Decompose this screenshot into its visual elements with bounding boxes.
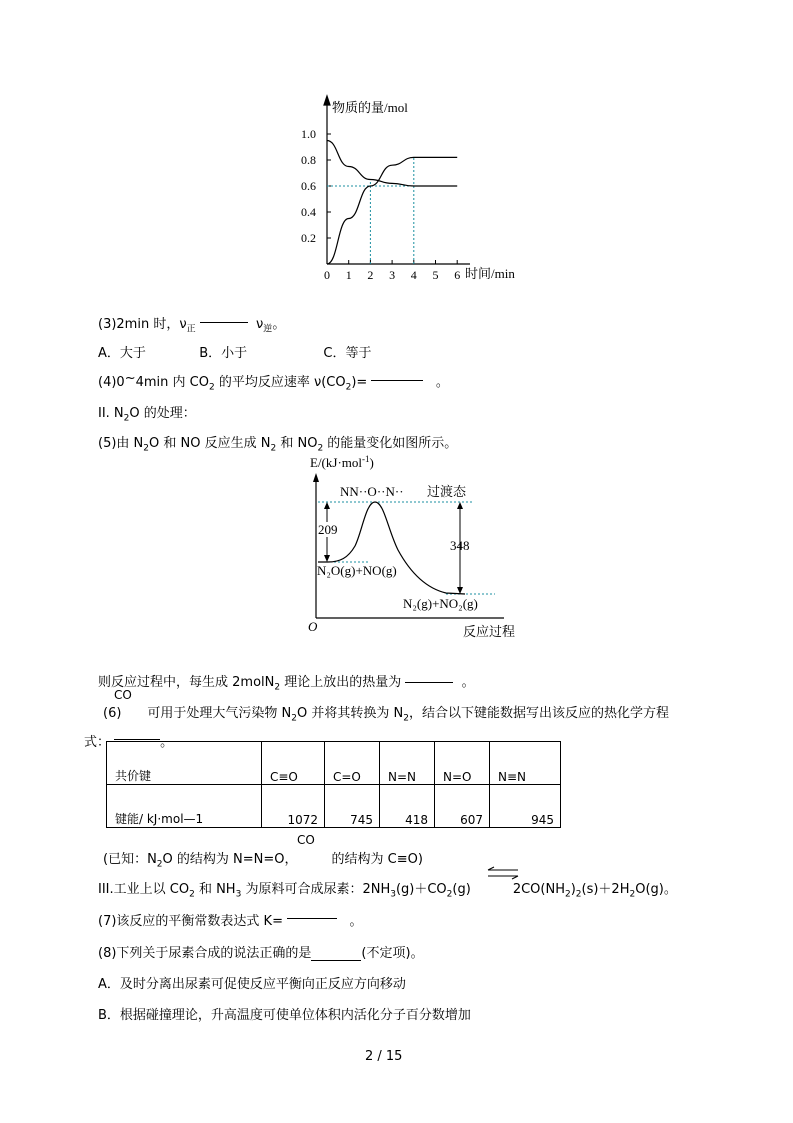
option-c: C．等于 <box>323 346 372 361</box>
transition-species: NN··O··N·· <box>340 484 404 499</box>
energy-diagram <box>300 452 530 642</box>
y-tick-label: 0.2 <box>301 231 316 245</box>
energy-y-arrow <box>313 473 319 482</box>
q8-option-b: B．根据碰撞理论，升高温度可使单位体积内活化分子百分数增加 <box>98 1008 471 1023</box>
q8-option-a: A．及时分离出尿素可促使反应平衡向正反应方向移动 <box>98 977 406 992</box>
activation-energy-value: 209 <box>318 522 338 537</box>
co-label-top: CO <box>114 688 132 702</box>
reaction-coordinate-label: 反应过程 <box>463 624 516 639</box>
option-a: A．大于 <box>98 346 146 361</box>
q4-line: (4)0~4min 内 $CO_2$ 的平均反应速率 $\nu(CO_2)=$ 。 <box>98 371 449 393</box>
page-number: 2 / 15 <box>365 1049 403 1064</box>
amount-time-chart <box>290 92 530 284</box>
co-label-2: CO <box>297 833 315 847</box>
q3-answer-blank[interactable] <box>200 308 248 323</box>
equilibrium-arrow-icon <box>485 866 521 880</box>
section-2-heading: II. $N_2O$ 的处理： <box>98 406 196 424</box>
decreasing-curve <box>327 141 457 187</box>
reactants-label: N₂O(g)+NO(g) <box>317 563 397 578</box>
option-b: B．小于 <box>199 346 248 361</box>
q6-answer-blank[interactable] <box>114 725 160 740</box>
y-tick-label: 0.8 <box>301 153 316 167</box>
q6-line: (6) 可用于处理大气污染物 $N_2O$ 并将其转换为 $N_2$，结合以下键能数据写出该反应的热化学方程 <box>103 706 669 724</box>
energy-y-title: E/(kJ·mol$^{-1}$) <box>310 454 374 470</box>
q7-line: (7)该反应的平衡常数表达式 K= 。 <box>98 910 363 929</box>
products-label: N₂(g)+NO₂(g) <box>403 596 478 611</box>
x-tick-label: 3 <box>389 268 396 282</box>
x-tick-label: 4 <box>410 268 417 282</box>
q5-line: (5)由 $N_2O$ 和 NO 反应生成 $N_2$ 和 $NO_2$ 的能量变化如图所示。 <box>98 436 458 454</box>
q5b-line: 则反应过程中，每生成 2molN$_2$ 理论上放出的热量为 。 <box>98 671 475 693</box>
q8-answer-blank[interactable] <box>311 946 361 961</box>
q6b-line: (已知：$N_2O$ 的结构为 N=N=O， 的结构为 C≡O) <box>103 852 423 870</box>
q4-answer-blank[interactable] <box>371 366 423 381</box>
x-tick-label: 2 <box>367 268 374 282</box>
bond-energy-table <box>106 741 561 828</box>
q8-line: (8)下列关于尿素合成的说法正确的是 (不定项)。 <box>98 946 424 961</box>
x-tick-label: 0 <box>324 268 330 282</box>
increasing-curve <box>327 157 457 264</box>
transition-state-label: 过渡态 <box>427 484 467 499</box>
y-tick-label: 0.6 <box>301 179 316 193</box>
y-axis-arrow <box>324 96 330 105</box>
origin-label: O <box>308 619 318 634</box>
q6-line-2: 式： 。 <box>84 731 173 750</box>
x-tick-label: 1 <box>345 268 352 282</box>
x-tick-label: 5 <box>432 268 439 282</box>
section-3-line: III.工业上以 $CO_2$ 和 $NH_3$ 为原料可合成尿素：$2NH_3(g)+CO_2(g)$ $2CO(NH_2)_2(s)+2H_2O(g)$。 <box>98 882 677 900</box>
q3-options <box>98 342 371 361</box>
x-axis-title: 时间/min <box>465 266 515 281</box>
q7-answer-blank[interactable] <box>287 904 337 919</box>
energy-curve <box>318 502 465 594</box>
y-tick-label: 1.0 <box>301 127 316 141</box>
y-tick-label: 0.4 <box>301 205 316 219</box>
q5b-answer-blank[interactable] <box>405 668 453 683</box>
table-row: 共价键 C≡O C=O N=N N=O N≡N <box>107 742 561 785</box>
q3-line: (3)2min 时，$\nu_正$ $\nu_逆$。 <box>98 313 285 335</box>
table-row: 键能/ kJ·mol—1 1072 745 418 607 945 <box>107 785 561 828</box>
y-axis-title: 物质的量/mol <box>332 100 408 115</box>
energy-drop-value: 348 <box>450 538 470 553</box>
x-tick-label: 6 <box>454 268 461 282</box>
